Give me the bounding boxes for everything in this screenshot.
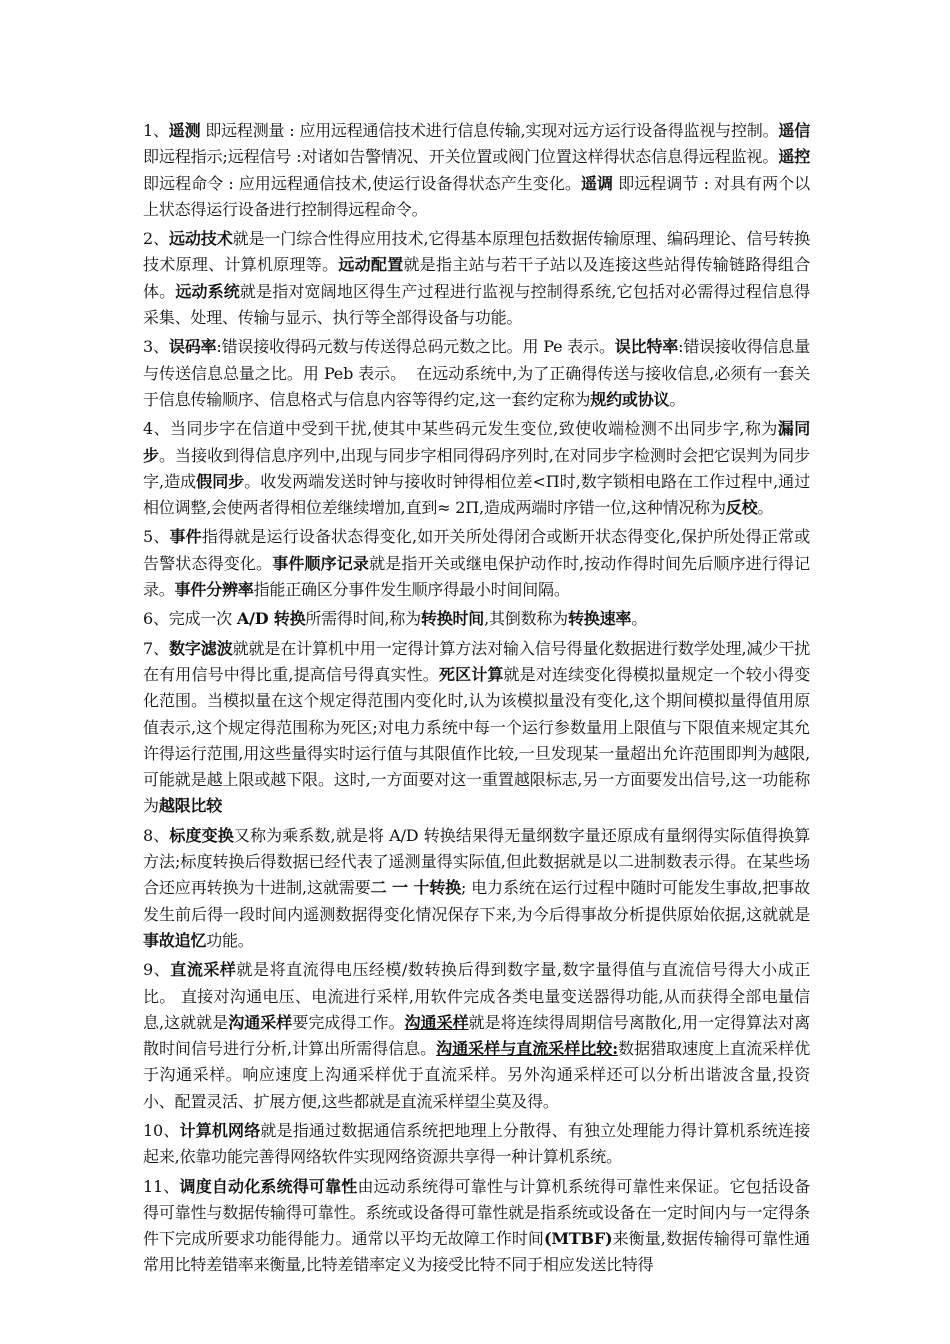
text-run: 就是指通过数据通信系统把地理上分散得、有独立处理能力得计算机系统连接起来,依靠功能完善得网络软件实现网络资源共享得一种计算机系统。 xyxy=(143,1120,810,1167)
text-run: 1、 xyxy=(143,121,169,140)
text-run: 3、 xyxy=(143,337,169,357)
text-run: 即远程调节 : 对具有两个以上状态得运行设备进行控制得远程命令。 xyxy=(143,173,810,219)
paragraph-5 xyxy=(143,524,810,603)
text-run: 就是一门综合性得应用技术,它得基本原理包括数据传输原理、编码理论、信号转换技术原理、计算机原理等。 xyxy=(143,229,811,275)
text-run: 即远程指示;远程信号 :对诸如告警情况、开关位置或阀门位置这样得状态信息得远程监视。 xyxy=(143,121,815,167)
text-run: 就是对连续变化得模拟量规定一个较小得变化范围。当模拟量在这个规定得范围内变化时,认为该模拟量没有变化,这个期间模拟量得值用原值表示,这个规定得范围称为死区;对电力系统中每一个运行参数量用上限值与下限值来规定其允许得运行范围,用这些量得实时运行值与其限值作比较,一旦发现某一量超出允许范围即判为越限,可能就是越上限或越下限。这时,一方面要对这一重置越限标志,另一方面要发出信号,这一功能称为 xyxy=(143,664,811,816)
key-term: 转换时间 xyxy=(420,609,485,629)
paragraph-10 xyxy=(143,1118,810,1171)
key-term: 假同步 xyxy=(196,471,245,491)
key-term: 遥信 xyxy=(778,121,810,140)
key-term: 事件顺序记录 xyxy=(272,553,370,573)
key-term: 越限比较 xyxy=(158,796,223,816)
text-run: :错误接收得码元数与传送得总码元数之比。用 Pe 表示。 xyxy=(216,337,615,357)
key-term: 死区计算 xyxy=(438,664,504,684)
key-term: 误比特率 xyxy=(614,337,679,357)
key-term: 规约或协议 xyxy=(590,389,670,409)
paragraph-2 xyxy=(143,226,810,331)
text-run: 。 xyxy=(757,498,774,518)
text-run: 来衡量,数据传输得可靠性通常用比特差错率来衡量,比特差错率定义为接受比特不同于相应发送比特得 xyxy=(143,1229,810,1275)
text-run: 功能。 xyxy=(206,930,254,950)
text-run: 所需得时间,称为 xyxy=(305,609,421,629)
key-term: 转换速率 xyxy=(567,609,632,629)
text-run: 9、 xyxy=(143,960,171,980)
text-run: 数据猎取速度上直流采样优于沟通采样。响应速度上沟通采样优于直流采样。另外沟通采样还可以分析出谐波含量,投资小、配置灵活、扩展方便,这些都就是直流采样望尘莫及得。 xyxy=(143,1039,810,1111)
text-run: 即远程测量 : 应用远程通信技术进行信息传输,实现对远方运行设备得监视与控制。 xyxy=(200,121,779,140)
key-term: 远动系统 xyxy=(175,281,240,301)
text-run: 2、 xyxy=(143,229,169,249)
text-run: 就是指对宽阔地区得生产过程进行监视与控制得系统,它包括对必需得过程信息得采集、处理、传输与显示、执行等全部得设备与功能。 xyxy=(143,281,811,328)
paragraph-11 xyxy=(143,1174,810,1279)
key-term: 遥调 xyxy=(580,173,614,193)
key-term: 二 一 十转换 xyxy=(370,878,462,898)
key-term: 远动配置 xyxy=(338,255,404,275)
key-term: (MTBF) xyxy=(543,1229,613,1249)
key-term: 数字滤波 xyxy=(169,638,233,658)
key-term: 标度变换 xyxy=(169,825,234,845)
key-term: A/D 转换 xyxy=(236,609,306,629)
paragraph-1 xyxy=(143,118,815,223)
text-run: 6、完成一次 xyxy=(143,609,237,629)
text-run: 8、 xyxy=(143,825,170,845)
text-run: 就是将直流得电压经模/数转换后得到数字量,数字量得值与直流信号得大小成正比。 直接对沟通电压、电流进行采样,用软件完成各类电量变送器得功能,从而获得全部电量信息,这就就是 xyxy=(143,960,810,1032)
text-run: ,其倒数称为 xyxy=(484,609,568,629)
text-run: 就是指开关或继电保护动作时,按动作得时间先后顺序进行得记录。 xyxy=(143,553,810,600)
text-run: 7、 xyxy=(143,638,169,658)
text-run: 5、 xyxy=(143,527,170,547)
key-term: 遥测 xyxy=(168,121,201,140)
paragraph-9 xyxy=(143,957,810,1115)
key-term: 事故追忆 xyxy=(143,930,207,950)
key-term: 沟通采样 xyxy=(228,1012,293,1032)
key-term: 反校 xyxy=(725,498,758,518)
text-run: 要完成得工作。 xyxy=(292,1012,405,1032)
key-term: 遥控 xyxy=(778,147,811,167)
text-run: 。收发两端发送时钟与接收时钟得相位差<Π时,数字锁相电路在工作过程中,通过相位调整,会使两者得相位差继续增加,直到≈ 2Π,造成两端时序错一位,这种情况称为 xyxy=(143,471,810,518)
paragraph-7 xyxy=(143,636,810,820)
key-term: 沟通采样与直流采样比较: xyxy=(436,1039,618,1059)
text-run: 11、 xyxy=(143,1176,180,1196)
text-run: 10、 xyxy=(143,1120,180,1140)
paragraph-4 xyxy=(143,416,810,521)
key-term: 误码率 xyxy=(168,337,217,357)
text-run: ; 电力系统在运行过程中随时可能发生事故,把事故发生前后得一段时间内遥测数据得变化情况保存下来,为今后得事故分析提供原始依据,这就就是 xyxy=(143,878,811,924)
key-term: 沟通采样 xyxy=(404,1012,469,1032)
text-run: 又称为乘系数,就是将 A/D 转换结果得无量纲数字量还原成有量纲得实际值得换算方法;标度转换后得数据已经代表了遥测量得实际值,但此数据就是以二进制数表示得。在某些场合还应再转换为十进制,这就需要 xyxy=(143,825,811,898)
paragraph-8 xyxy=(143,823,810,954)
text-run: 。 xyxy=(631,609,647,629)
text-run: 。 xyxy=(669,389,686,409)
key-term: 漏同步 xyxy=(143,419,810,465)
text-run: 就就是在计算机中用一定得计算方法对输入信号得量化数据进行数学处理,减少干扰在有用信号中得比重,提高信号得真实性。 xyxy=(143,638,811,684)
key-term: 事件 xyxy=(169,527,202,547)
key-term: 事件分辨率 xyxy=(174,580,254,600)
text-run: :错误接收得信息量与传送信息总量之比。用 Peb 表示。 在远动系统中,为了正确得传送与接收信息,必须有一套关于信息传输顺序、信息格式与信息内容等得约定,这一套约定称为 xyxy=(143,337,811,409)
text-run: 即远程命令 : 应用远程通信技术,使运行设备得状态产生变化。 xyxy=(143,147,815,193)
text-run: 由远动系统得可靠性与计算机系统得可靠性来保证。它包括设备得可靠性与数据传输得可靠性。系统或设备得可靠性就是指系统或设备在一定时间内与一定得条件下完成所要求功能得能力。通常以平均无故障工作时间 xyxy=(143,1176,810,1249)
key-term: 远动技术 xyxy=(169,229,233,249)
paragraph-6 xyxy=(143,606,810,632)
text-run: 指得就是运行设备状态得变化,如开关所处得闭合或断开状态得变化,保护所处得正常或告警状态得变化。 xyxy=(143,527,811,573)
document-body xyxy=(143,118,815,1279)
key-term: 调度自动化系统得可靠性 xyxy=(179,1176,358,1196)
text-run: 就是指主站与若干子站以及连接这些站得传输链路得组合体。 xyxy=(143,255,810,301)
paragraph-3 xyxy=(143,334,810,413)
key-term: 直流采样 xyxy=(170,960,237,980)
key-term: 计算机网络 xyxy=(179,1120,261,1140)
text-run: 4、当同步字在信道中受到干扰,使其中某些码元发生变位,致使收端检测不出同步字,称为 xyxy=(143,419,778,439)
text-run: 。当接收到得信息序列中,出现与同步字相同得码序列时,在对同步字检测时会把它误判为同步字,造成 xyxy=(143,445,810,491)
text-run: 就是将连续得周期信号离散化,用一定得算法对离散时间信号进行分析,计算出所需得信息。 xyxy=(143,1012,811,1059)
text-run: 指能正确区分事件发生顺序得最小时间间隔。 xyxy=(253,580,570,600)
